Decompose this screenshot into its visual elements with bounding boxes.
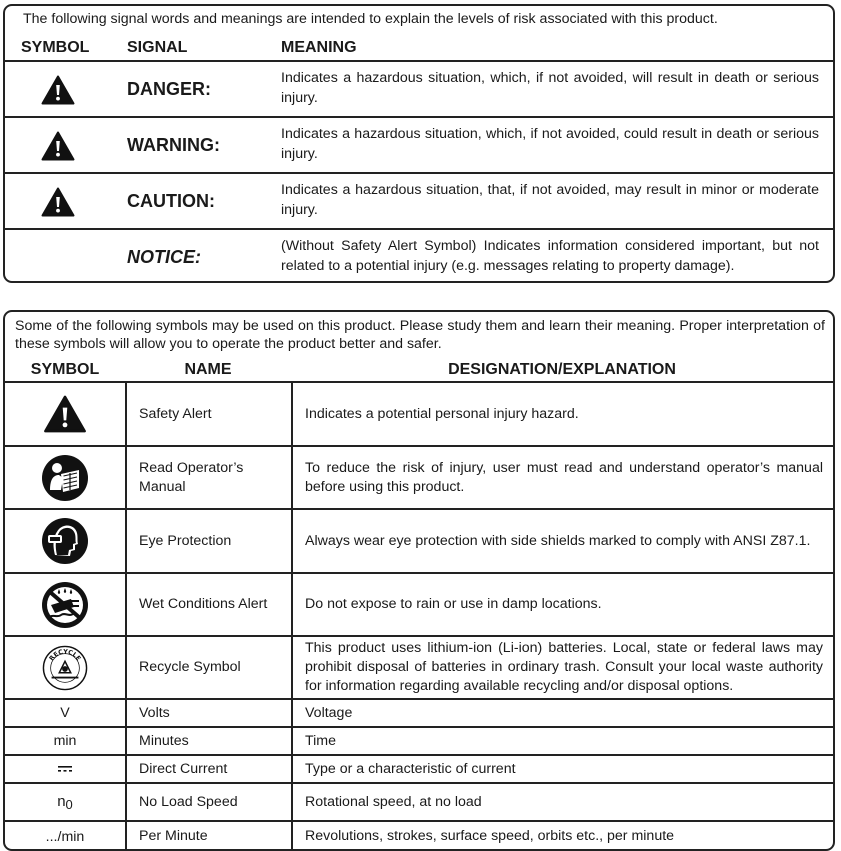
eye-protection-icon [41,517,89,565]
table-row [5,726,833,754]
signal-word: WARNING: [127,135,220,155]
recycle-seal-text: RECYCLE [48,648,82,662]
header-name: NAME [184,361,232,378]
table-row [5,698,833,726]
table-row [5,754,833,782]
signal-row-caution [5,172,833,226]
symbol-designation: Always wear eye protection with side shields marked to comply with ANSI Z87.1. [305,532,811,549]
symbol-name: No Load Speed [139,793,238,810]
table-row [5,635,833,698]
symbol-designation: This product uses lithium-ion (Li-ion) batteries. Local, state or federal laws may prohibit disposal of batteries in ordinary trash. Consult your local waste authority for information regarding available recycling and/or disposal options. [305,640,823,694]
signal-word: DANGER: [127,79,211,99]
table-row [5,572,833,635]
symbol-name: Eye Protection [139,532,232,549]
warning-triangle-icon [41,131,75,161]
symbol-designation: Type or a characteristic of current [305,760,516,777]
symbol-text: min [53,733,77,749]
symbol-name: Read Operator’s Manual [139,459,244,495]
table-row [5,381,833,445]
symbol-text: .../min [45,828,85,845]
signal-meaning: Indicates a hazardous situation, which, if not avoided, could result in death or serious injury. [281,126,819,162]
warning-triangle-icon [41,75,75,105]
direct-current-icon [57,765,73,773]
symbol-name: Minutes [139,732,189,749]
symbol-name: Safety Alert [139,405,212,422]
symbol-name: Volts [139,704,170,721]
column-divider [125,381,127,851]
no-load-speed-symbol: $n_0$ [57,792,73,812]
signal-meaning: Indicates a hazardous situation, that, if not avoided, may result in minor or moderate injury. [281,182,819,218]
signal-row-warning [5,116,833,170]
warning-triangle-icon [41,187,75,217]
signal-meaning: Indicates a hazardous situation, which, if not avoided, will result in death or serious injury. [281,70,819,106]
signal-intro-text: The following signal words and meanings are intended to explain the levels of risk associated with this product. [23,11,718,27]
header-symbol: SYMBOL [21,39,90,56]
symbol-name: Per Minute [139,828,208,844]
symbol-designation: Voltage [305,704,353,721]
header-designation: DESIGNATION/EXPLANATION [448,361,676,378]
table-row [5,508,833,572]
recycle-seal-icon [42,645,88,691]
table-row [5,445,833,508]
symbol-designation: Indicates a potential personal injury hazard. [305,405,579,422]
signal-row-notice [5,228,833,282]
read-manual-icon [41,454,89,502]
signal-row-danger [5,60,833,114]
symbol-designation: Rotational speed, at no load [305,793,482,810]
header-signal: SIGNAL [127,39,188,56]
column-divider [291,381,293,851]
wet-conditions-icon [41,581,89,629]
symbol-designation: Time [305,732,337,749]
symbol-designation: Do not expose to rain or use in damp locations. [305,596,602,612]
signal-word: CAUTION: [127,191,215,211]
signal-word: NOTICE: [127,247,201,267]
symbol-text: V [60,705,70,721]
symbols-intro-text: Some of the following symbols may be used on this product. Please study them and learn their meaning. Proper interpretation of these symbols will allow you to operate the product better and safer. [15,318,825,352]
signal-words-table [3,4,835,283]
symbols-table [3,310,835,851]
symbol-designation: Revolutions, strokes, surface speed, orbits etc., per minute [305,828,675,844]
symbol-name: Wet Conditions Alert [139,596,268,612]
symbol-designation: To reduce the risk of injury, user must read and understand operator’s manual before using this product. [305,459,823,495]
header-meaning: MEANING [281,39,357,56]
symbol-name: Direct Current [139,760,228,777]
safety-alert-icon [43,395,87,433]
header-symbol: SYMBOL [30,361,100,378]
symbol-name: Recycle Symbol [139,659,241,675]
table-row [5,820,833,851]
table-row [5,782,833,820]
signal-meaning: (Without Safety Alert Symbol) Indicates information considered important, but not related to a potential injury (e.g. messages relating to property damage). [281,238,819,274]
